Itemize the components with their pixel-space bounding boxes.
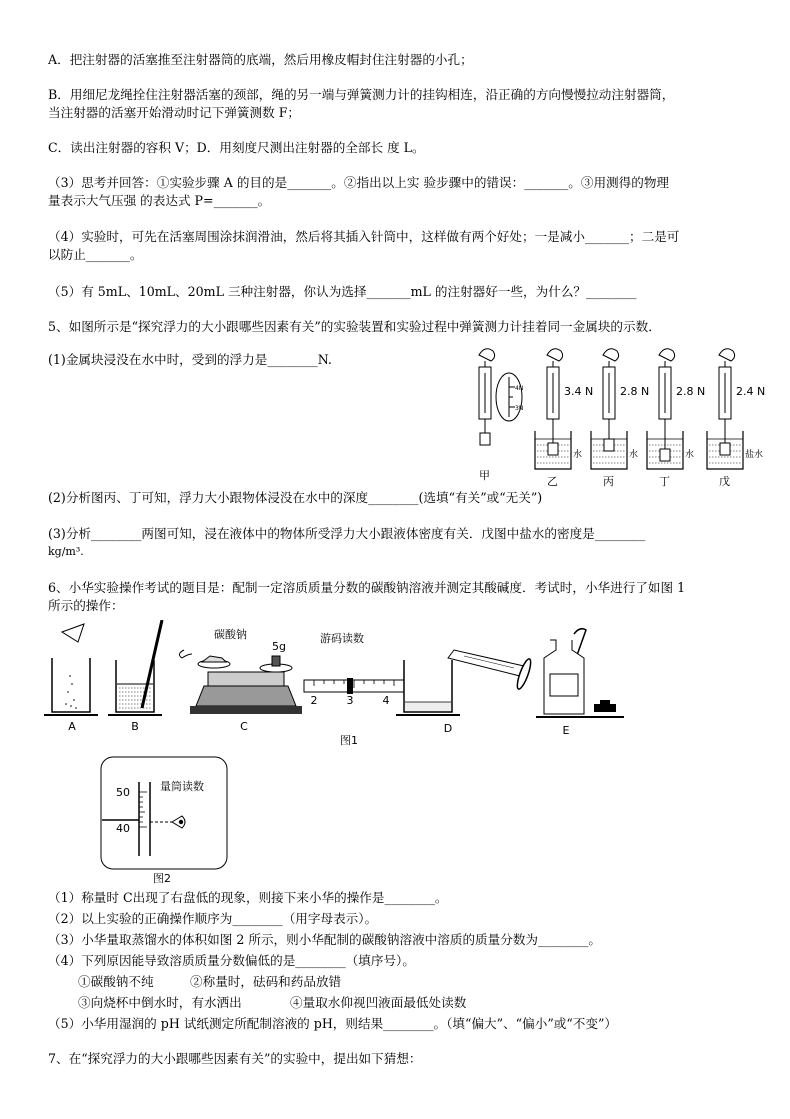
liquid-ding: 水 [685, 450, 695, 460]
solution-figure-1 [44, 620, 684, 748]
q5-sub2: (2)分析图丙、丁可知，浮力大小跟物体浸没在水中的深度________(选填“有关”或“无关”) [48, 490, 543, 505]
setup-ding [647, 349, 705, 488]
q6-item3: （3）小华量取蒸馏水的体积如图 2 所示，则小华配制的碳酸钠溶液中溶质的质量分数为________。 [48, 932, 601, 947]
liquid-yi: 水 [573, 450, 583, 460]
reading-bing: 2.8 N [620, 385, 650, 398]
label-bing: 丙 [603, 475, 614, 488]
dial-tick-4n: 4N [515, 385, 524, 392]
buoyancy-figure [465, 343, 770, 493]
cyl-tick-40: 40 [116, 822, 130, 835]
q6-item2: （2）以上实验的正确操作顺序为________（用字母表示）。 [48, 911, 378, 926]
liquid-wu: 盐水 [745, 450, 764, 460]
q6-stem-line1: 6、小华实验操作考试的题目是：配制一定溶质质量分数的碳酸钠溶液并测定其酸碱度．考试时，小华进行了如图 1 [48, 580, 686, 595]
q6-option2: ②称量时，砝码和药品放错 [190, 974, 342, 989]
setup-wu [707, 349, 765, 488]
q5-sub3-line1: (3)分析________两图可知，浸在液体中的物体所受浮力大小跟液体密度有关．戊图中盐水的密度是________ [48, 526, 646, 541]
q7-stem: 7、在“探究浮力的大小跟哪些因素有关”的实验中，提出如下猜想： [48, 1051, 422, 1066]
q6-option4: ④量取水仰视凹液面最低处读数 [290, 995, 467, 1010]
label-wu: 戊 [719, 475, 730, 488]
q4-step-b-line2: 当注射器的活塞开始滑动时记下弹簧测数 F； [48, 105, 301, 120]
setup-bing [591, 349, 649, 488]
liquid-bing: 水 [629, 450, 639, 460]
step-e-bottle [536, 629, 624, 737]
cylinder-figure-2 [100, 756, 230, 886]
q6-item5: （5）小华用湿润的 pH 试纸测定所配制溶液的 pH，则结果________。（填“偏大”、“偏小”或“不变”） [48, 1016, 618, 1031]
q5-stem: 5、如图所示是“探究浮力的大小跟哪些因素有关”的实验装置和实验过程中弹簧测力计挂着同一金属块的示数． [48, 319, 661, 334]
q4-step-a: A．把注射器的活塞推至注射器筒的底端，然后用橡皮帽封住注射器的小孔； [48, 52, 473, 67]
cyl-tick-50: 50 [116, 786, 130, 799]
q6-item1: （1）称量时 C出现了右盘低的现象，则接下来小华的操作是________。 [48, 890, 448, 905]
reading-yi: 3.4 N [564, 385, 594, 398]
reagent-label: 碳酸钠 [214, 628, 247, 641]
letter-e: E [562, 724, 570, 737]
step-d-pour [396, 650, 533, 735]
setup-yi [535, 349, 593, 488]
scale-jia [479, 349, 523, 482]
q5-sub1: (1)金属块浸没在水中时，受到的浮力是________N. [48, 352, 332, 367]
rider-title: 游码读数 [320, 632, 364, 645]
q6-item4: （4）下列原因能导致溶质质量分数偏低的是________（填序号）。 [48, 953, 415, 968]
cyl-title: 量筒读数 [160, 780, 204, 793]
q6-option3: ③向烧杯中倒水时，有水洒出 [78, 995, 242, 1010]
letter-b: B [131, 720, 139, 733]
q4-part4-line1: （4）实验时，可先在活塞周围涂抹润滑油，然后将其插入针筒中，这样做有两个好处；一是减小_______；二是可 [48, 229, 680, 244]
letter-a: A [68, 720, 76, 733]
label-jia: 甲 [479, 469, 490, 482]
figure-2-caption: 图2 [153, 872, 171, 885]
figure-1-caption: 图1 [340, 734, 358, 747]
label-yi: 乙 [547, 475, 558, 488]
letter-c: C [240, 720, 248, 733]
weight-label: 5g [272, 640, 286, 653]
rider-tick-4: 4 [382, 694, 390, 707]
step-b-stir [108, 620, 162, 733]
step-a-dissolve [44, 624, 98, 733]
dial-tick-3n: 3N [515, 405, 524, 412]
q4-step-cd: C．读出注射器的容积 V；D．用刻度尺测出注射器的全部长 度 L。 [48, 140, 425, 155]
rider-reading [304, 631, 404, 707]
q6-option1: ①碳酸钠不纯 [78, 974, 154, 989]
q4-step-b-line1: B．用细尼龙绳拴住注射器活塞的颈部，绳的另一端与弹簧测力计的挂钩相连，沿正确的方向慢慢拉动注射器筒， [48, 87, 675, 102]
step-c-balance [179, 627, 302, 733]
rider-tick-3: 3 [346, 694, 354, 707]
q6-stem-line2: 所示的操作： [48, 598, 124, 613]
q4-part5: （5）有 5mL、10mL、20mL 三种注射器，你认为选择_______mL 的注射器好一些，为什么？________ [48, 284, 637, 299]
reading-ding: 2.8 N [676, 385, 706, 398]
label-ding: 丁 [659, 475, 670, 488]
q4-part3-line2: 量表示大气压强 的表达式 P=_______。 [48, 193, 271, 208]
letter-d: D [443, 722, 453, 735]
rider-tick-2: 2 [310, 694, 318, 707]
q4-part3-line1: （3）思考并回答：①实验步骤 A 的目的是_______。②指出以上实 验步骤中的错误：_______。③用测得的物理 [48, 175, 670, 190]
q4-part4-line2: 以防止_______。 [48, 247, 143, 262]
q5-sub3-line2: kg/m³. [48, 545, 84, 558]
reading-wu: 2.4 N [736, 385, 766, 398]
